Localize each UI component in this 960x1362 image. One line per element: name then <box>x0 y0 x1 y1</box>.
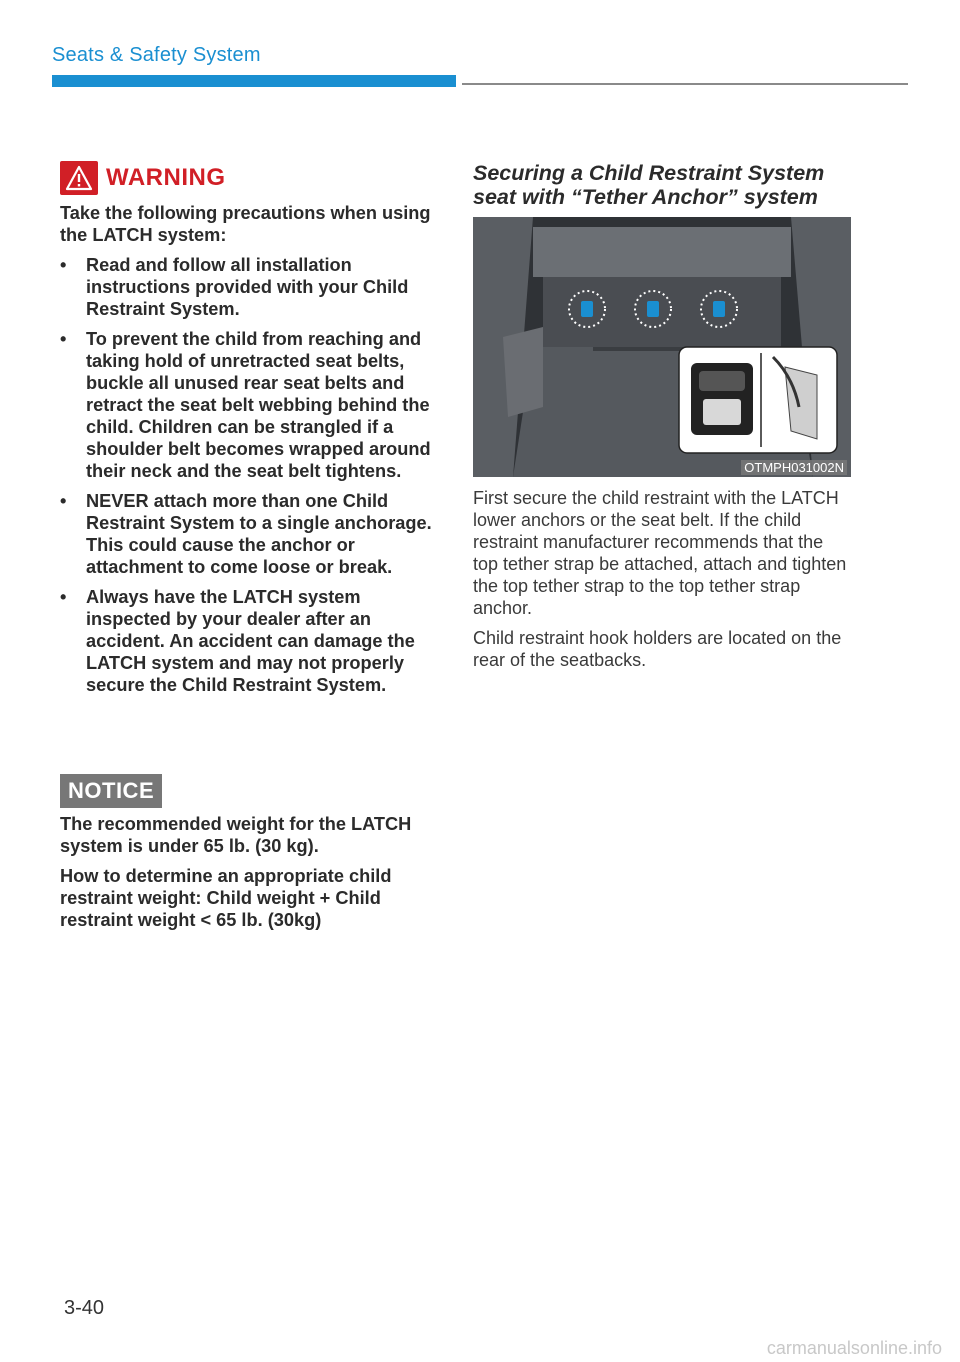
cargo-area-illustration <box>473 217 851 477</box>
warning-block <box>60 158 440 704</box>
warning-item-text: To prevent the child from reaching and taking hold of unretracted seat belts, buckle all unused rear seat belts and retract the seat belt webbing behind the child. Children can be strangled if a shoulder belt becomes wrapped around their neck and the seat belt tightens. <box>86 329 431 481</box>
tether-section <box>473 161 853 679</box>
figure-code: OTMPH031002N <box>741 460 847 475</box>
warning-item <box>60 490 440 578</box>
page-number: 3-40 <box>64 1297 105 1319</box>
warning-item-text: Always have the LATCH system inspected by your dealer after an accident. An accident can damage the LATCH system and may not properly secure the Child Restraint System. <box>86 587 415 695</box>
watermark: carmanualsonline.info <box>766 1338 942 1358</box>
bullet: • <box>60 491 67 511</box>
header-rule-gray <box>462 83 908 85</box>
tether-anchor-figure <box>473 217 851 477</box>
notice-paragraph: The recommended weight for the LATCH system is under 65 lb. (30 kg). <box>60 814 412 856</box>
tether-paragraph: Child restraint hook holders are located on the rear of the seatbacks. <box>473 628 842 670</box>
tether-body <box>473 487 853 671</box>
notice-badge: NOTICE <box>60 774 162 808</box>
tether-heading: Securing a Child Restraint System seat with “Tether Anchor” system <box>473 161 825 209</box>
warning-intro: Take the following precautions when using the LATCH system: <box>60 203 431 245</box>
section-title: Seats & Safety System <box>52 44 261 66</box>
warning-item <box>60 254 440 320</box>
notice-paragraph: How to determine an appropriate child restraint weight: Child weight + Child restraint weight < 65 lb. (30kg) <box>60 866 392 930</box>
warning-title: WARNING <box>106 164 226 191</box>
warning-triangle-icon <box>60 161 98 195</box>
bullet: • <box>60 587 67 607</box>
warning-list <box>60 254 440 696</box>
warning-header <box>60 158 440 198</box>
header-rule-blue <box>52 75 456 87</box>
warning-item <box>60 586 440 696</box>
warning-item <box>60 328 440 482</box>
tether-paragraph: First secure the child restraint with the LATCH lower anchors or the seat belt. If the child restraint manufacturer recommends that the top tether strap be attached, attach and tighten the top tether strap to the top tether strap anchor. <box>473 488 847 618</box>
notice-body <box>60 813 440 939</box>
bullet: • <box>60 329 67 349</box>
warning-item-text: Read and follow all installation instructions provided with your Child Restraint System. <box>86 255 409 319</box>
bullet: • <box>60 255 67 275</box>
warning-item-text: NEVER attach more than one Child Restraint System to a single anchorage. This could cause the anchor or attachment to come loose or break. <box>86 491 432 577</box>
